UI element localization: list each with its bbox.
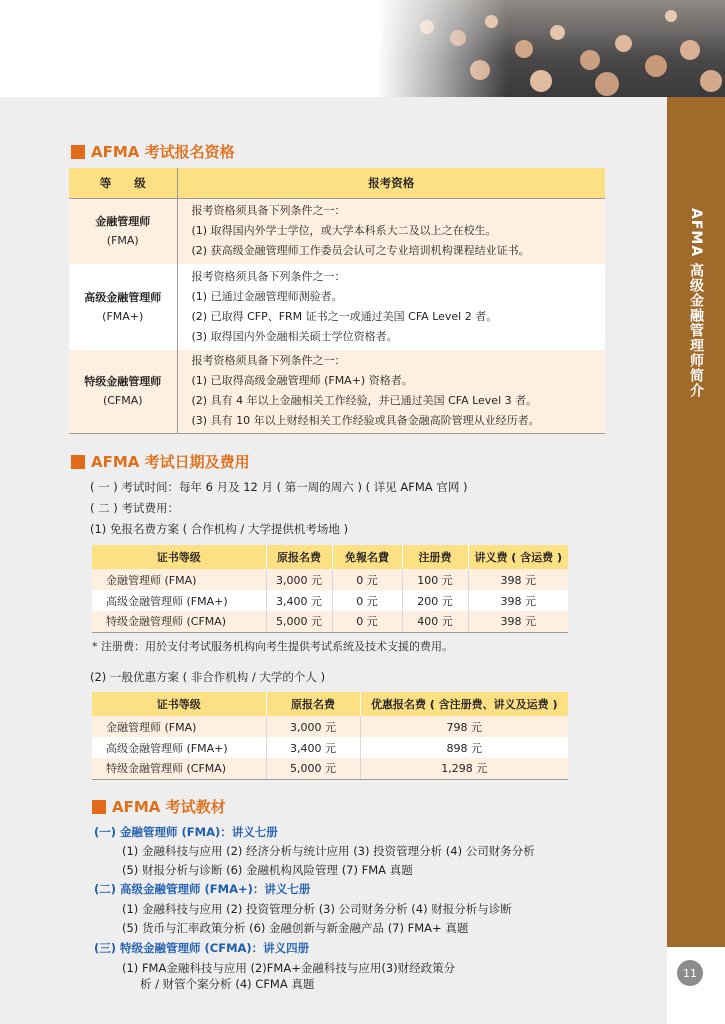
textbook-list-line: (1) 金融科技与应用 (2) 投资管理分析 (3) 公司财务分析 (4) 财报分析与诊断 bbox=[122, 902, 512, 916]
textbook-list-line: (1) FMA金融科技与应用 (2)FMA+金融科技与应用(3)财经政策分 bbox=[122, 961, 456, 975]
cell: 0 元 bbox=[332, 611, 402, 632]
table-row bbox=[69, 198, 605, 264]
square-bullet-icon bbox=[71, 145, 85, 159]
table-row bbox=[92, 758, 568, 779]
cell: 特级金融管理师 (CFMA) bbox=[92, 758, 266, 779]
requirement-line: 报考资格须具备下列条件之一： bbox=[191, 204, 346, 218]
cell: 0 元 bbox=[332, 569, 402, 590]
plan2-title: (2) 一般优惠方案 ( 非合作机构 / 大学的个人 ) bbox=[90, 670, 326, 684]
exam-fee-label: ( 二 ) 考试费用： bbox=[90, 501, 179, 515]
requirement-line: (3) 取得国内外金融相关硕士学位资格者。 bbox=[191, 330, 398, 343]
textbook-list-line: (5) 货币与汇率政策分析 (6) 金融创新与新金融产品 (7) FMA+ 真题 bbox=[122, 921, 469, 935]
cell: 3,400 元 bbox=[266, 737, 360, 758]
table-row bbox=[69, 264, 605, 350]
table-row bbox=[69, 350, 605, 433]
column-header-requirements: 报考资格 bbox=[177, 168, 605, 198]
level-name: 高级金融管理师 bbox=[84, 291, 162, 304]
exam-time: ( 一 ) 考试时间：每年 6 月及 12 月 ( 第一周的周六 ) ( 详见 AFMA 官网 ) bbox=[90, 480, 468, 494]
column-header: 讲义费 ( 含运费 ) bbox=[468, 545, 568, 569]
level-name: 特级金融管理师 bbox=[84, 375, 162, 389]
requirement-line: (2) 已取得 CFP、FRM 证书之一或通过美国 CFA Level 2 者。 bbox=[191, 310, 498, 323]
square-bullet-icon bbox=[92, 800, 106, 814]
textbook-group-title: (三) 特级金融管理师 (CFMA)：讲义四册 bbox=[94, 941, 310, 955]
textbook-list-line: (5) 财报分析与诊断 (6) 金融机构风险管理 (7) FMA 真题 bbox=[122, 863, 413, 877]
table-row bbox=[92, 590, 568, 611]
qualification-table bbox=[69, 168, 605, 434]
requirement-line: 报考资格须具备下列条件之一： bbox=[191, 270, 346, 283]
column-header: 原报名费 bbox=[266, 692, 360, 716]
cell: 0 元 bbox=[332, 590, 402, 611]
column-header: 原报名费 bbox=[266, 545, 332, 569]
cell: 798 元 bbox=[360, 716, 568, 737]
sidebar-title: AFMA 高级金融管理师简介 bbox=[688, 207, 704, 399]
cell: 高级金融管理师 (FMA+) bbox=[92, 590, 266, 611]
textbook-group-title: (二) 高级金融管理师 (FMA+)：讲义七册 bbox=[94, 882, 311, 896]
textbook-group-title: (一) 金融管理师 (FMA)：讲义七册 bbox=[94, 825, 278, 839]
cell: 3,000 元 bbox=[266, 569, 332, 590]
cell: 398 元 bbox=[468, 611, 568, 632]
plan1-title: (1) 免报名费方案 ( 合作机构 / 大学提供机考场地 ) bbox=[90, 522, 349, 536]
requirement-line: (2) 具有 4 年以上金融相关工作经验，并已通过美国 CFA Level 3 者。 bbox=[191, 394, 538, 408]
page-number: 11 bbox=[677, 960, 703, 986]
cell: 398 元 bbox=[468, 590, 568, 611]
cell: 3,400 元 bbox=[266, 590, 332, 611]
column-header: 免報名費 bbox=[332, 545, 402, 569]
cell: 金融管理师 (FMA) bbox=[92, 569, 266, 590]
column-header: 证书等级 bbox=[92, 692, 266, 716]
sidebar bbox=[667, 97, 725, 947]
cell: 200 元 bbox=[402, 590, 468, 611]
square-bullet-icon bbox=[71, 455, 85, 469]
table-row bbox=[92, 737, 568, 758]
cell: 400 元 bbox=[402, 611, 468, 632]
cell: 高级金融管理师 (FMA+) bbox=[92, 737, 266, 758]
registration-fee-note: * 注册费：用於支付考试服务机构向考生提供考试系统及技术支援的费用。 bbox=[92, 640, 453, 653]
level-name: 金融管理师 bbox=[95, 215, 151, 229]
requirement-line: (1) 已通过金融管理师测验者。 bbox=[191, 290, 343, 303]
table-row bbox=[92, 569, 568, 590]
column-header-level: 等 级 bbox=[69, 168, 177, 198]
column-header: 优惠报名费 ( 含注册费、讲义及运费 ) bbox=[360, 692, 568, 716]
requirement-line: (2) 获高级金融管理师工作委员会认可之专业培训机构课程结业证书。 bbox=[191, 244, 530, 258]
plan1-fee-table bbox=[92, 545, 568, 633]
cell: 5,000 元 bbox=[266, 611, 332, 632]
level-code: (FMA+) bbox=[102, 310, 144, 323]
textbook-list-line: 析 / 财管个案分析 (4) CFMA 真题 bbox=[140, 977, 315, 991]
level-code: (CFMA) bbox=[102, 394, 143, 408]
cell: 金融管理师 (FMA) bbox=[92, 716, 266, 737]
qualification-heading: AFMA 考试报名资格 bbox=[71, 141, 235, 162]
requirement-line: 报考资格须具备下列条件之一： bbox=[191, 354, 346, 368]
requirement-line: (3) 具有 10 年以上财经相关工作经验或具备金融高阶管理从业经历者。 bbox=[191, 414, 540, 428]
table-row bbox=[92, 716, 568, 737]
table-row bbox=[92, 611, 568, 632]
cell: 898 元 bbox=[360, 737, 568, 758]
dates-fees-heading: AFMA 考试日期及费用 bbox=[71, 451, 250, 472]
level-code: (FMA) bbox=[106, 234, 139, 248]
column-header: 注册费 bbox=[402, 545, 468, 569]
header-photo-banner bbox=[0, 0, 725, 97]
cell: 3,000 元 bbox=[266, 716, 360, 737]
textbooks-heading: AFMA 考试教材 bbox=[92, 796, 226, 817]
textbook-list-line: (1) 金融科技与应用 (2) 经济分析与统计应用 (3) 投资管理分析 (4) 公司财务分析 bbox=[122, 844, 535, 858]
plan2-fee-table bbox=[92, 692, 568, 780]
cell: 100 元 bbox=[402, 569, 468, 590]
cell: 特级金融管理师 (CFMA) bbox=[92, 611, 266, 632]
cell: 5,000 元 bbox=[266, 758, 360, 779]
cell: 398 元 bbox=[468, 569, 568, 590]
column-header: 证书等级 bbox=[92, 545, 266, 569]
cell: 1,298 元 bbox=[360, 758, 568, 779]
requirement-line: (1) 取得国内外学士学位，或大学本科系大二及以上之在校生。 bbox=[191, 224, 497, 238]
requirement-line: (1) 已取得高级金融管理师 (FMA+) 资格者。 bbox=[191, 374, 413, 388]
